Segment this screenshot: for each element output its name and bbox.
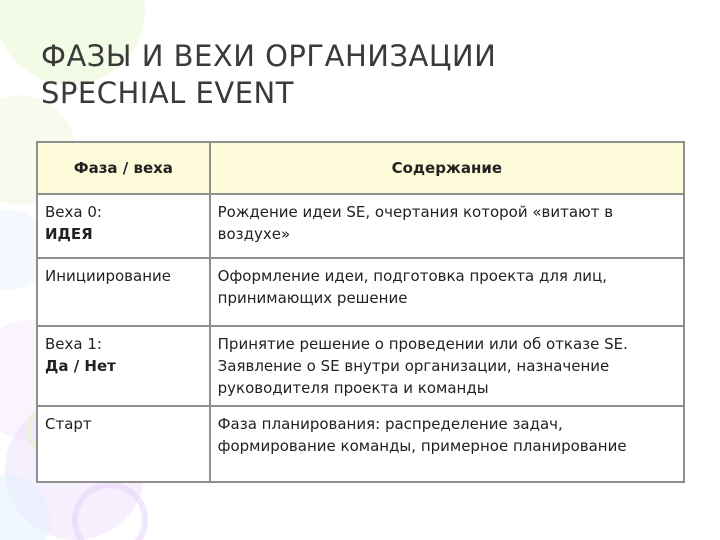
content-cell: Фаза планирования: распределение задач, формирование команды, примерное планирование	[210, 406, 684, 482]
phase-cell	[37, 326, 210, 406]
table-row	[37, 326, 684, 406]
phases-table	[36, 141, 685, 483]
phase-label: Старт	[45, 415, 92, 433]
phase-cell	[37, 258, 210, 326]
phase-label: Веха 0:	[45, 203, 102, 221]
phase-label: Инициирование	[45, 267, 171, 285]
table-row	[37, 194, 684, 258]
title-line-2: SPECHIAL EVENT	[41, 76, 294, 110]
content-cell: Принятие решение о проведении или об отказе SE. Заявление о SE внутри организации, назначение руководителя проекта и команды	[210, 326, 684, 406]
phase-milestone: ИДЕЯ	[45, 225, 93, 243]
table-row	[37, 406, 684, 482]
header-content: Содержание	[210, 142, 684, 194]
content-cell: Оформление идеи, подготовка проекта для лиц, принимающих решение	[210, 258, 684, 326]
slide-title	[41, 38, 496, 112]
phase-label: Веха 1:	[45, 335, 102, 353]
title-line-1: ФАЗЫ И ВЕХИ ОРГАНИЗАЦИИ	[41, 39, 497, 73]
phase-cell	[37, 194, 210, 258]
phase-milestone: Да / Нет	[45, 357, 116, 375]
table-header-row	[37, 142, 684, 194]
header-phase: Фаза / веха	[37, 142, 210, 194]
phase-cell	[37, 406, 210, 482]
content-cell: Рождение идеи SE, очертания которой «витают в воздухе»	[210, 194, 684, 258]
table-row	[37, 258, 684, 326]
